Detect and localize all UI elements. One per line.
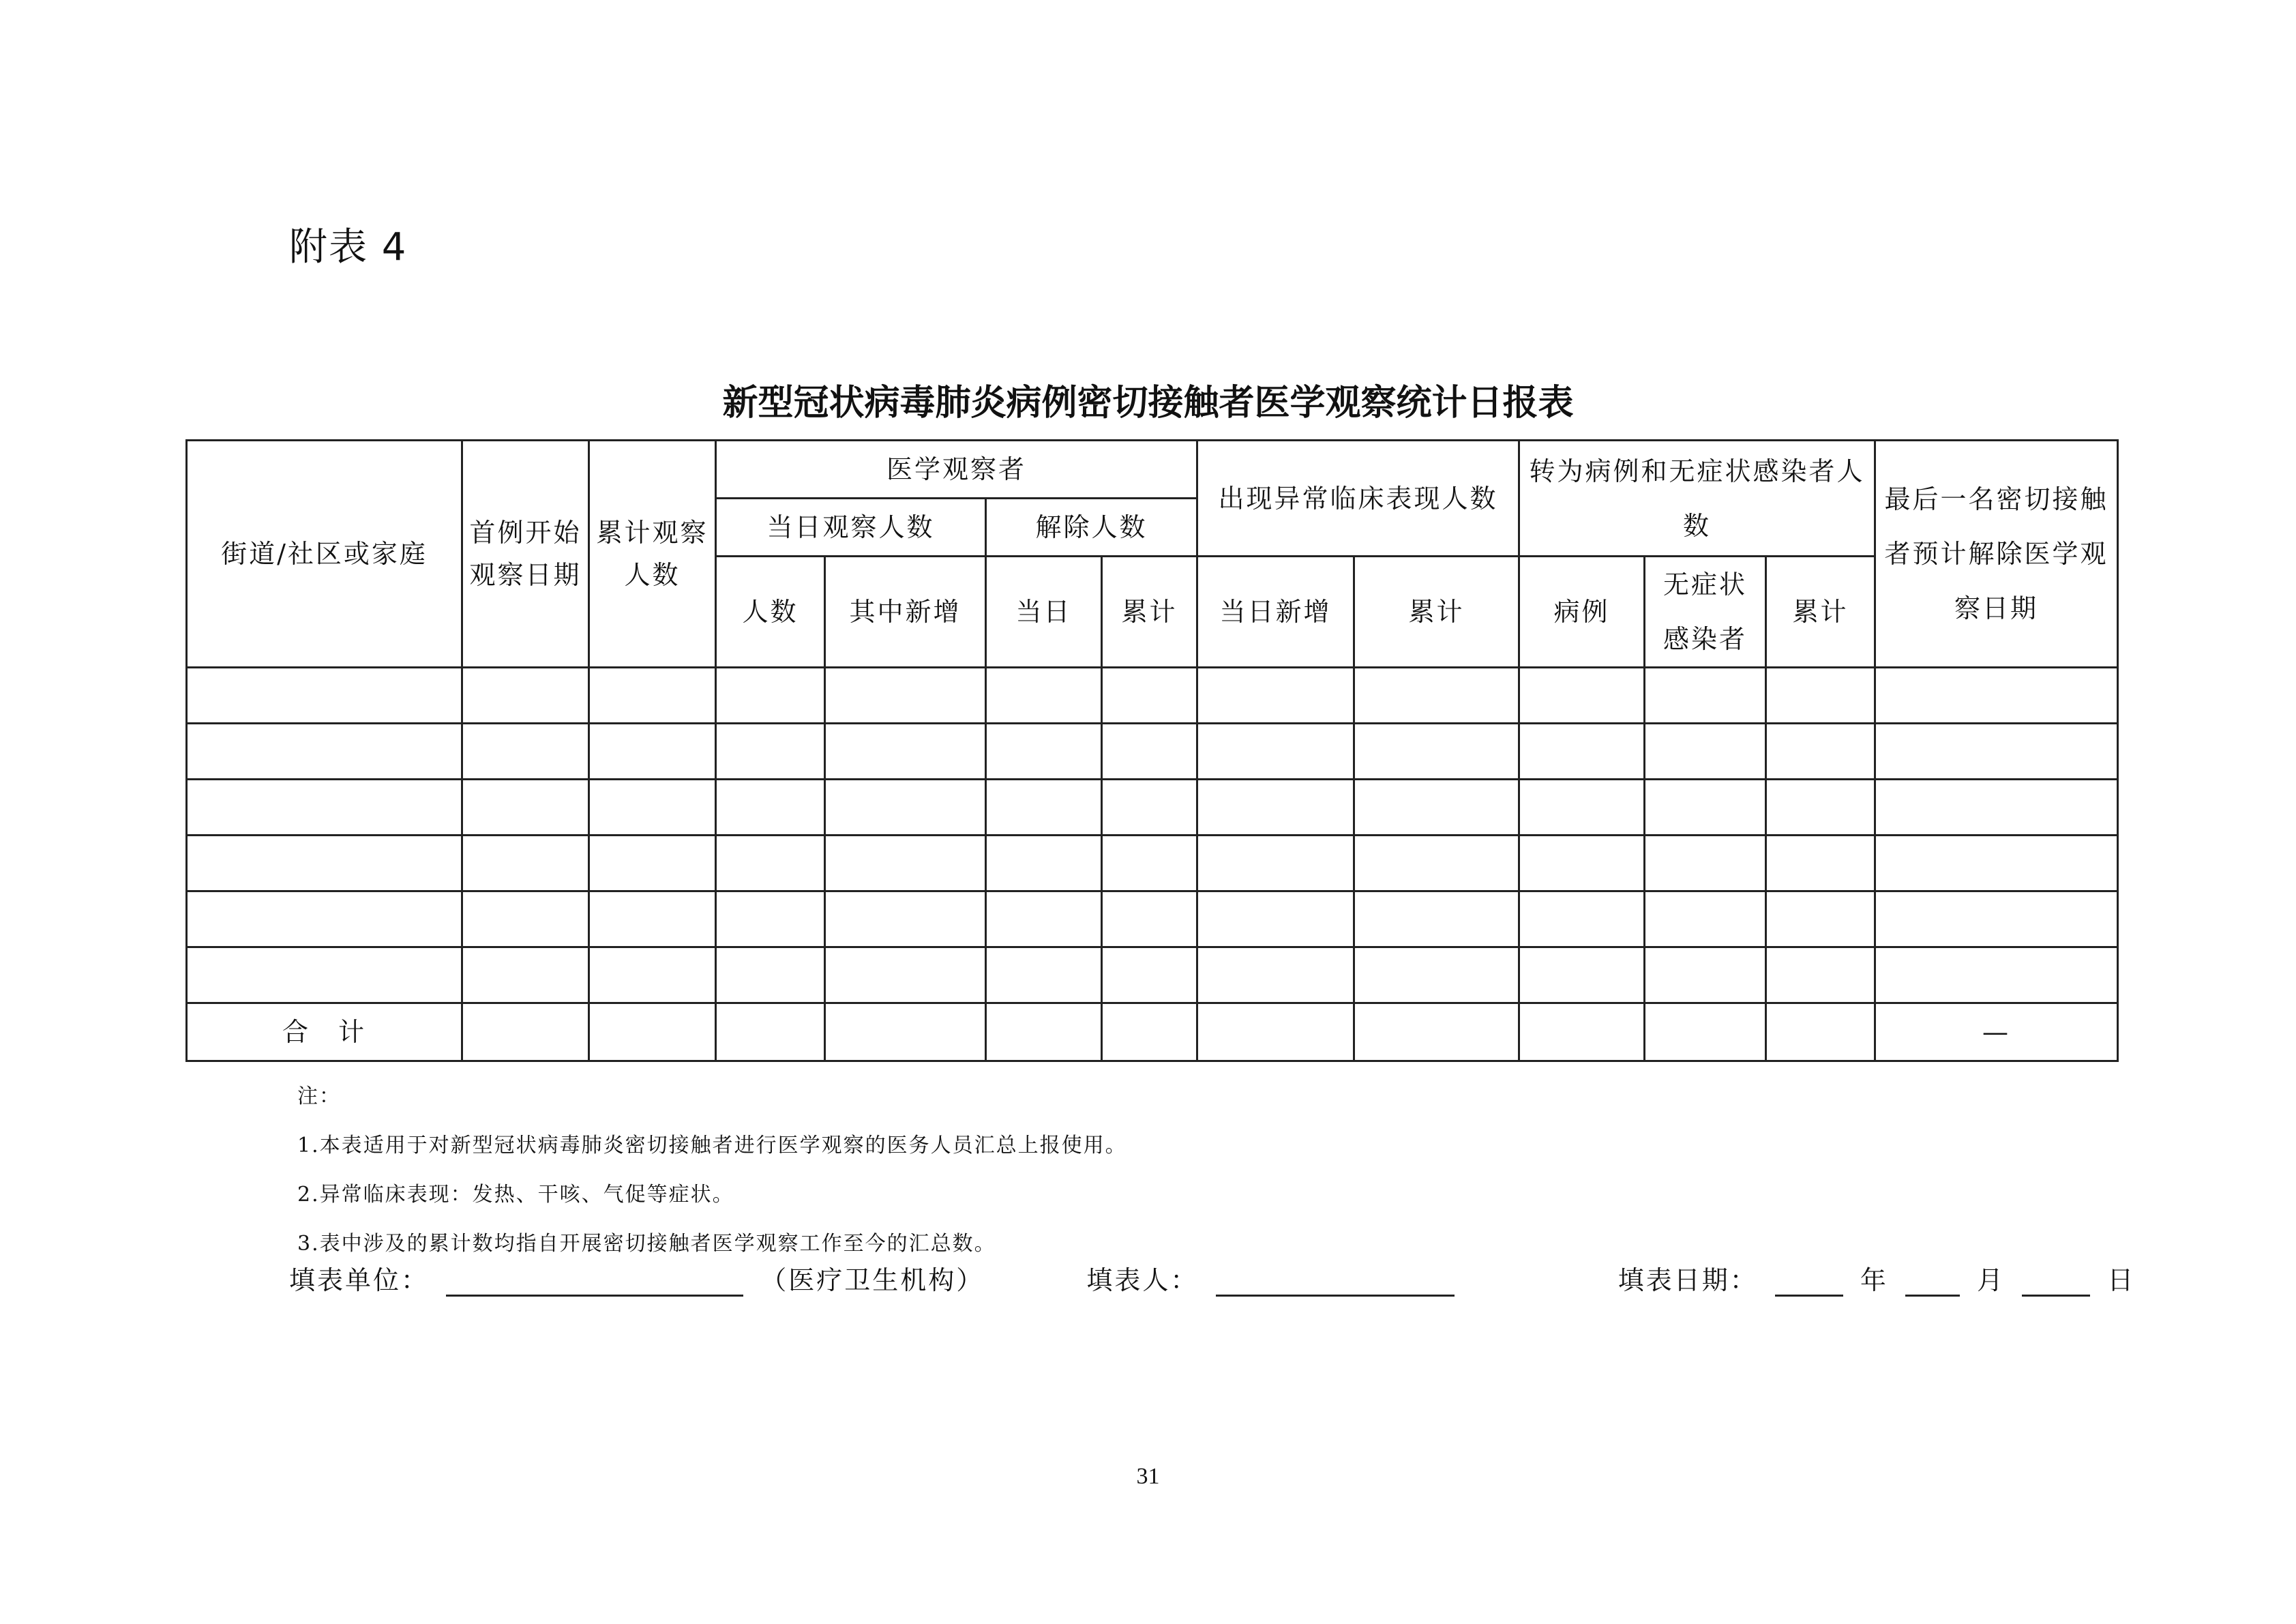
table-cell[interactable] (1875, 780, 2118, 836)
table-cell[interactable] (716, 947, 825, 1003)
table-cell[interactable] (1197, 780, 1354, 836)
page-number: 31 (1136, 1464, 1160, 1489)
table-cell[interactable] (1197, 724, 1354, 780)
table-cell[interactable] (187, 947, 462, 1003)
note-item: 2.异常临床表现：发热、干咳、气促等症状。 (297, 1183, 734, 1207)
table-cell[interactable] (716, 668, 825, 724)
table-cell[interactable] (1102, 836, 1197, 891)
header-first-observation-date: 首例开始观察日期 (462, 441, 589, 668)
table-cell[interactable] (187, 668, 462, 724)
header-same-day: 当日 (986, 557, 1102, 668)
table-cell[interactable] (825, 891, 986, 947)
month-field[interactable] (1905, 1267, 1960, 1297)
table-cell[interactable] (716, 780, 825, 836)
table-cell[interactable] (589, 836, 716, 891)
header-cases: 病例 (1519, 557, 1645, 668)
table-cell[interactable] (187, 724, 462, 780)
table-cell[interactable] (1766, 947, 1875, 1003)
table-cell[interactable] (825, 668, 986, 724)
table-cell[interactable] (1645, 836, 1766, 891)
table-cell[interactable] (716, 891, 825, 947)
header-abnormal-new: 当日新增 (1197, 557, 1354, 668)
header-released: 解除人数 (986, 499, 1197, 557)
table-cell[interactable] (1645, 780, 1766, 836)
unit-suffix: （医疗卫生机构） (760, 1265, 985, 1295)
total-label: 合 计 (187, 1003, 462, 1061)
table-cell[interactable] (1102, 724, 1197, 780)
header-asymptomatic: 无症状感染者 (1645, 557, 1766, 668)
table-cell[interactable] (462, 891, 589, 947)
table-cell[interactable] (1197, 668, 1354, 724)
header-new-added: 其中新增 (825, 557, 986, 668)
table-cell[interactable] (462, 668, 589, 724)
table-cell[interactable] (986, 724, 1102, 780)
note-item: 1.本表适用于对新型冠状病毒肺炎密切接触者进行医学观察的医务人员汇总上报使用。 (297, 1134, 1127, 1157)
table-cell[interactable] (1519, 724, 1645, 780)
table-cell[interactable] (1197, 836, 1354, 891)
header-daily-observed: 当日观察人数 (716, 499, 986, 557)
year-label: 年 (1860, 1265, 1888, 1295)
table-cell[interactable] (1102, 891, 1197, 947)
table-cell[interactable] (825, 947, 986, 1003)
table-body (187, 668, 2118, 1061)
table-cell[interactable] (986, 891, 1102, 947)
table-cell[interactable] (589, 891, 716, 947)
table-cell[interactable] (1766, 836, 1875, 891)
table-cell[interactable] (1354, 724, 1519, 780)
table-cell[interactable] (1354, 891, 1519, 947)
document-title: 新型冠状病毒肺炎病例密切接触者医学观察统计日报表 (722, 383, 1574, 424)
appendix-label: 附表 4 (289, 225, 408, 269)
unit-field[interactable] (446, 1267, 743, 1297)
year-field[interactable] (1775, 1267, 1843, 1297)
header-abnormal-symptoms-count: 出现异常临床表现人数 (1197, 441, 1519, 557)
table-cell[interactable] (1519, 947, 1645, 1003)
table-cell[interactable] (1875, 947, 2118, 1003)
table-cell[interactable] (1197, 947, 1354, 1003)
table-header (187, 441, 2118, 668)
header-cumulative-observed: 累计观察人数 (589, 441, 716, 668)
table-row (187, 724, 2118, 780)
note-item: 3.表中涉及的累计数均指自开展密切接触者医学观察工作至今的汇总数。 (297, 1232, 996, 1256)
person-label: 填表人： (1086, 1265, 1199, 1295)
table-cell[interactable] (986, 947, 1102, 1003)
table-cell[interactable] (1519, 668, 1645, 724)
table-cell[interactable] (986, 668, 1102, 724)
table-cell[interactable] (1519, 891, 1645, 947)
table-cell[interactable] (1354, 836, 1519, 891)
table-cell[interactable] (1875, 668, 2118, 724)
table-row (187, 780, 2118, 836)
unit-label: 填表单位： (289, 1265, 430, 1295)
table-cell[interactable] (986, 780, 1102, 836)
table-cell[interactable] (1766, 780, 1875, 836)
table-cell[interactable] (1875, 836, 2118, 891)
table-row (187, 668, 2118, 724)
table-cell[interactable] (1354, 947, 1519, 1003)
table-cell[interactable] (1875, 891, 2118, 947)
table-cell[interactable] (986, 836, 1102, 891)
table-cell[interactable] (1197, 891, 1354, 947)
header-last-release-date: 最后一名密切接触者预计解除医学观察日期 (1875, 441, 2118, 668)
table-cell[interactable] (825, 724, 986, 780)
notes-section (297, 1072, 1127, 1269)
table-cell[interactable] (825, 836, 986, 891)
table-cell[interactable] (825, 780, 986, 836)
table-cell[interactable] (589, 724, 716, 780)
header-abnormal-cumulative: 累计 (1354, 557, 1519, 668)
table-cell[interactable] (589, 947, 716, 1003)
table-cell[interactable] (1875, 724, 2118, 780)
table-cell[interactable] (462, 836, 589, 891)
day-label: 日 (2107, 1265, 2136, 1295)
header-converted-cumulative: 累计 (1766, 557, 1875, 668)
header-medical-observation-group: 医学观察者 (716, 441, 1197, 499)
table-cell[interactable] (462, 724, 589, 780)
table-row (187, 891, 2118, 947)
table-cell[interactable] (1102, 780, 1197, 836)
total-last-cell: — (1875, 1003, 2118, 1061)
date-label: 填表日期： (1617, 1265, 1758, 1295)
person-field[interactable] (1216, 1267, 1455, 1297)
form-footer (289, 1259, 2136, 1297)
table-cell[interactable] (187, 836, 462, 891)
table-row (187, 836, 2118, 891)
table-cell[interactable] (1645, 668, 1766, 724)
table-cell[interactable] (1354, 780, 1519, 836)
table-cell[interactable] (1766, 668, 1875, 724)
table-cell[interactable] (1102, 947, 1197, 1003)
total-row (187, 1003, 2118, 1061)
notes-heading: 注： (297, 1084, 341, 1108)
header-street: 街道/社区或家庭 (187, 441, 462, 668)
table-cell[interactable] (462, 780, 589, 836)
table-cell[interactable] (716, 836, 825, 891)
table-cell[interactable] (187, 891, 462, 947)
table-cell[interactable] (1645, 891, 1766, 947)
table-cell[interactable] (1519, 780, 1645, 836)
table-cell[interactable] (1766, 891, 1875, 947)
observation-report-table (185, 439, 2119, 1062)
table-row (187, 947, 2118, 1003)
header-converted-count: 转为病例和无症状感染者人数 (1519, 441, 1875, 557)
header-count: 人数 (716, 557, 825, 668)
table-cell[interactable] (1102, 668, 1197, 724)
table-cell[interactable] (1519, 836, 1645, 891)
table-cell[interactable] (1645, 724, 1766, 780)
table-cell[interactable] (1645, 947, 1766, 1003)
table-cell[interactable] (1766, 724, 1875, 780)
table-cell[interactable] (589, 780, 716, 836)
header-cumulative: 累计 (1102, 557, 1197, 668)
table-cell[interactable] (716, 724, 825, 780)
day-field[interactable] (2022, 1267, 2090, 1297)
table-cell[interactable] (1354, 668, 1519, 724)
table-cell[interactable] (589, 668, 716, 724)
month-label: 月 (1977, 1265, 2006, 1295)
table-cell[interactable] (187, 780, 462, 836)
table-cell[interactable] (462, 947, 589, 1003)
